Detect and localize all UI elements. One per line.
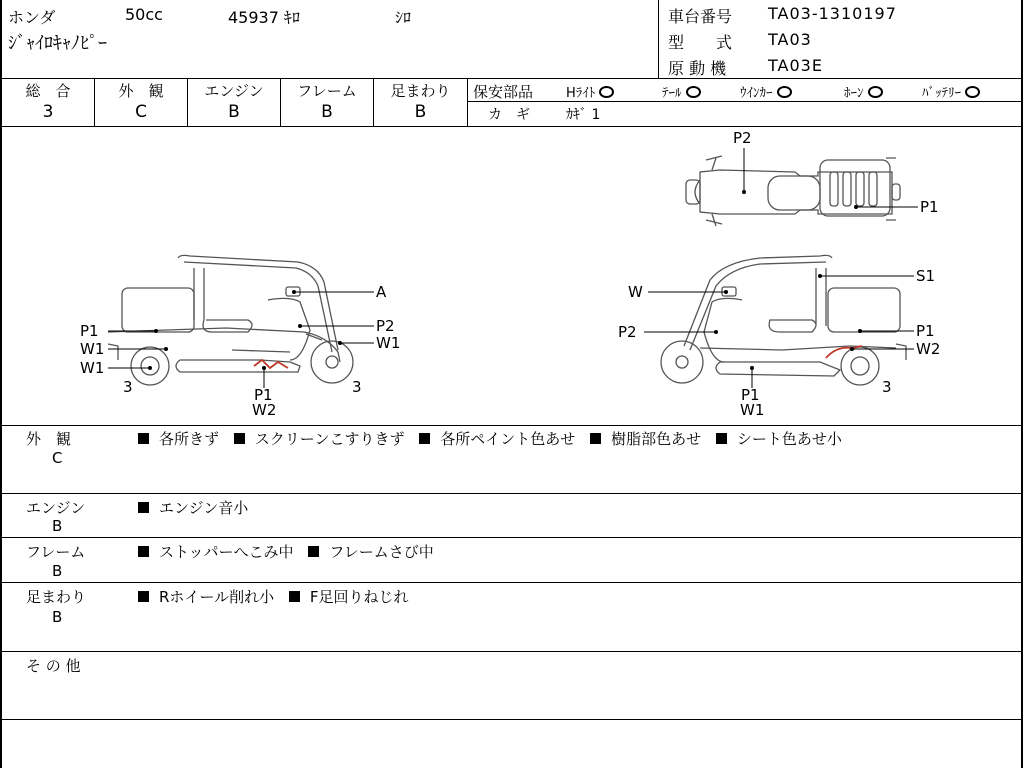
frame-item: フレームさび中 xyxy=(329,543,434,561)
label-left-grade-rear: 3 xyxy=(123,378,133,396)
displacement: 50cc xyxy=(125,5,163,24)
chassis-label: 車台番号 xyxy=(668,7,733,26)
grade-top-line xyxy=(0,78,1023,79)
ok-circle-icon xyxy=(777,86,792,98)
label-right-p1: P1 xyxy=(916,322,935,340)
type-label: 型 式 xyxy=(668,33,733,52)
section-exterior-label: 外 観 xyxy=(26,430,72,448)
safety-label: 保安部品 xyxy=(473,83,534,101)
label-right-p1-bottom: P1 xyxy=(741,386,760,404)
bullet-square-icon xyxy=(716,433,727,444)
grade-suspension-label: 足まわり xyxy=(390,82,451,100)
safety-headlight xyxy=(566,82,614,101)
safety-battery xyxy=(922,82,980,101)
label-left-p1: P1 xyxy=(80,322,99,340)
section-suspension-label: 足まわり xyxy=(26,588,87,606)
grade-overall-value: 3 xyxy=(42,102,54,122)
safety-battery-label: ﾊﾞｯﾃﾘｰ xyxy=(922,86,961,101)
key-label: カ ギ xyxy=(488,107,530,123)
label-right-grade: 3 xyxy=(882,378,892,396)
section-engine-items xyxy=(138,497,258,518)
bullet-square-icon xyxy=(138,433,149,444)
label-right-w: W xyxy=(628,283,643,301)
grade-exterior-label: 外 観 xyxy=(118,82,164,100)
label-left-w1-c: W1 xyxy=(80,359,105,377)
bullet-square-icon xyxy=(138,591,149,602)
grade-frame-label: フレーム xyxy=(297,82,357,100)
section-suspension-grade: B xyxy=(52,608,63,626)
section-exterior-items xyxy=(138,428,852,449)
label-left-p1-bottom: P1 xyxy=(254,386,273,404)
grade-exterior-value: C xyxy=(135,102,147,122)
left-side-view-scooter xyxy=(108,255,353,385)
section-line-1 xyxy=(0,493,1023,494)
ok-circle-icon xyxy=(686,86,701,98)
grade-engine-value: B xyxy=(228,102,240,122)
leader-lines xyxy=(108,148,918,388)
section-frame-grade: B xyxy=(52,562,63,580)
bullet-square-icon xyxy=(234,433,245,444)
bullet-square-icon xyxy=(419,433,430,444)
exterior-item: 各所きず xyxy=(159,430,220,448)
diagram-bottom-line xyxy=(0,425,1023,426)
label-left-w1-a: W1 xyxy=(80,340,105,358)
key-value: ｶｷﾞ 1 xyxy=(566,107,601,123)
label-left-a: A xyxy=(376,283,387,301)
ok-circle-icon xyxy=(965,86,980,98)
model-name: ｼﾞｬｲﾛｷｬﾉﾋﾟｰ xyxy=(8,33,107,54)
bullet-square-icon xyxy=(590,433,601,444)
safety-horn xyxy=(844,82,883,101)
frame-item: ストッパーへこみ中 xyxy=(159,543,294,561)
ok-circle-icon xyxy=(868,86,883,98)
damage-diagram xyxy=(0,127,1022,425)
exterior-item: スクリーンこすりきず xyxy=(254,430,405,448)
label-left-p2: P2 xyxy=(376,317,395,335)
label-right-s1: S1 xyxy=(916,267,936,285)
safety-horn-label: ﾎｰﾝ xyxy=(844,86,864,101)
label-left-w2: W2 xyxy=(252,401,277,419)
bullet-square-icon xyxy=(289,591,300,602)
label-left-w1-b: W1 xyxy=(376,334,401,352)
section-exterior-grade: C xyxy=(52,449,63,467)
section-suspension-items xyxy=(138,586,419,607)
section-engine-label: エンジン xyxy=(26,499,86,517)
safety-winker xyxy=(740,82,792,101)
type-value: TA03 xyxy=(768,30,812,49)
engine-model-label: 原 動 機 xyxy=(668,59,727,78)
body-color: ｼﾛ xyxy=(395,8,412,27)
suspension-item: Rホイール削れ小 xyxy=(159,588,275,606)
header-divider xyxy=(658,0,659,78)
leader-dots xyxy=(148,190,862,370)
section-frame-label: フレーム xyxy=(26,543,86,561)
label-top-p2: P2 xyxy=(733,129,752,147)
label-top-p1: P1 xyxy=(920,198,939,216)
safety-taillight xyxy=(662,82,701,101)
section-engine-grade: B xyxy=(52,517,63,535)
maker: ホンダ xyxy=(8,8,56,27)
bullet-square-icon xyxy=(308,546,319,557)
label-right-w1: W1 xyxy=(740,401,765,419)
section-line-4 xyxy=(0,651,1023,652)
safety-taillight-label: ﾃｰﾙ xyxy=(662,86,682,101)
section-line-2 xyxy=(0,537,1023,538)
exterior-item: 各所ペイント色あせ xyxy=(440,430,576,448)
section-frame-items xyxy=(138,541,444,562)
safety-mid-line xyxy=(467,101,1022,102)
section-line-3 xyxy=(0,582,1023,583)
chassis-value: TA03-1310197 xyxy=(768,4,897,23)
grade-frame-value: B xyxy=(321,102,333,122)
mileage: 45937 ｷﾛ xyxy=(228,8,300,27)
label-right-w2: W2 xyxy=(916,340,941,358)
exterior-item: シート色あせ小 xyxy=(736,430,842,448)
bullet-square-icon xyxy=(138,502,149,513)
engine-item: エンジン音小 xyxy=(159,499,249,517)
ok-circle-icon xyxy=(599,86,614,98)
engine-model-value: TA03E xyxy=(768,56,823,75)
grade-overall-label: 総 合 xyxy=(25,82,71,100)
suspension-item: F足回りねじれ xyxy=(309,588,409,606)
bullet-square-icon xyxy=(138,546,149,557)
label-right-p2: P2 xyxy=(618,323,637,341)
grade-suspension-value: B xyxy=(414,102,427,122)
safety-winker-label: ｳｲﾝｶｰ xyxy=(740,86,773,101)
exterior-item: 樹脂部色あせ xyxy=(611,430,702,448)
top-view-scooter xyxy=(686,156,900,226)
grade-engine-label: エンジン xyxy=(204,82,264,100)
label-left-grade-front: 3 xyxy=(352,378,362,396)
section-other-label: そ の 他 xyxy=(26,657,81,675)
section-line-5 xyxy=(0,719,1023,720)
grade-col-5 xyxy=(467,78,468,126)
safety-headlight-label: Hﾗｲﾄ xyxy=(566,86,596,101)
right-side-view-scooter xyxy=(661,255,906,385)
